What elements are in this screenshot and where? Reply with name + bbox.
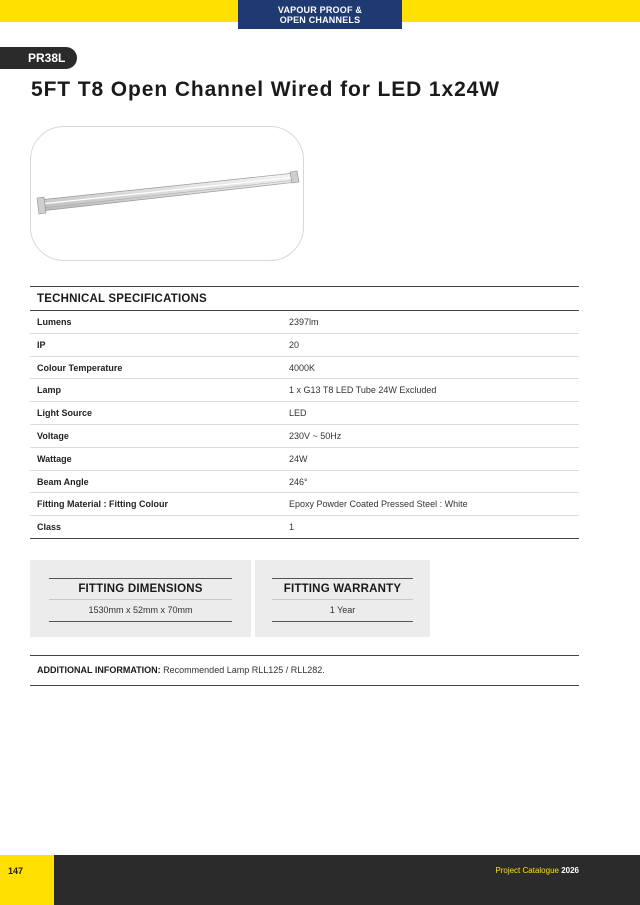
spec-value: Epoxy Powder Coated Pressed Steel : White [289, 499, 468, 510]
fitting-dimensions-title: FITTING DIMENSIONS [49, 579, 232, 600]
spec-row [30, 448, 579, 471]
section-tab-line2: OPEN CHANNELS [279, 15, 361, 25]
fitting-warranty-panel [272, 578, 413, 622]
spec-value: 24W [289, 453, 308, 464]
product-title: 5FT T8 Open Channel Wired for LED 1x24W [31, 78, 500, 101]
spec-label: Voltage [37, 430, 69, 441]
spec-value: 4000K [289, 362, 316, 373]
section-tab [238, 0, 402, 29]
product-code-badge: PR38L [0, 47, 77, 69]
spec-table-heading: TECHNICAL SPECIFICATIONS [30, 286, 579, 311]
spec-row [30, 379, 579, 402]
spec-label: Light Source [37, 408, 93, 419]
section-tab-line1: VAPOUR PROOF & [277, 5, 363, 15]
technical-specifications-table [30, 286, 579, 539]
spec-value: LED [289, 408, 307, 419]
page-number: 147 [0, 855, 54, 905]
additional-information-label: ADDITIONAL INFORMATION: [37, 665, 161, 675]
spec-row [30, 516, 579, 539]
spec-value: 230V ~ 50Hz [289, 430, 342, 441]
product-image-card [30, 126, 304, 261]
spec-row [30, 357, 579, 380]
spec-value: 1 x G13 T8 LED Tube 24W Excluded [289, 385, 437, 396]
spec-row [30, 493, 579, 516]
spec-value: 246° [289, 476, 308, 487]
additional-information [30, 655, 579, 686]
page-footer [0, 855, 640, 905]
spec-label: Fitting Material : Fitting Colour [37, 499, 168, 510]
fitting-dimensions-box [30, 560, 251, 637]
spec-label: IP [37, 339, 46, 350]
spec-label: Lamp [37, 385, 62, 396]
spec-label: Wattage [37, 453, 72, 464]
spec-row [30, 334, 579, 357]
fitting-warranty-value: 1 Year [329, 605, 356, 615]
fluorescent-channel-fitting-image [31, 127, 304, 261]
spec-label: Class [37, 522, 62, 533]
fitting-dimensions-panel [49, 578, 232, 622]
spec-value: 1 [289, 522, 295, 533]
fitting-warranty-title: FITTING WARRANTY [272, 579, 413, 600]
spec-row [30, 471, 579, 494]
catalogue-name: Project Catalogue [495, 866, 559, 875]
spec-label: Beam Angle [37, 476, 89, 487]
spec-value: 20 [289, 339, 300, 350]
spec-label: Lumens [37, 317, 72, 327]
spec-value: 2397lm [289, 317, 319, 327]
catalogue-label [495, 866, 579, 875]
additional-information-text: Recommended Lamp RLL125 / RLL282. [163, 665, 325, 675]
fitting-warranty-box [255, 560, 430, 637]
spec-row [30, 425, 579, 448]
spec-row [30, 402, 579, 425]
spec-row [30, 311, 579, 334]
fitting-dimensions-value: 1530mm x 52mm x 70mm [88, 605, 193, 615]
spec-label: Colour Temperature [37, 362, 123, 373]
catalogue-year: 2026 [561, 866, 579, 875]
